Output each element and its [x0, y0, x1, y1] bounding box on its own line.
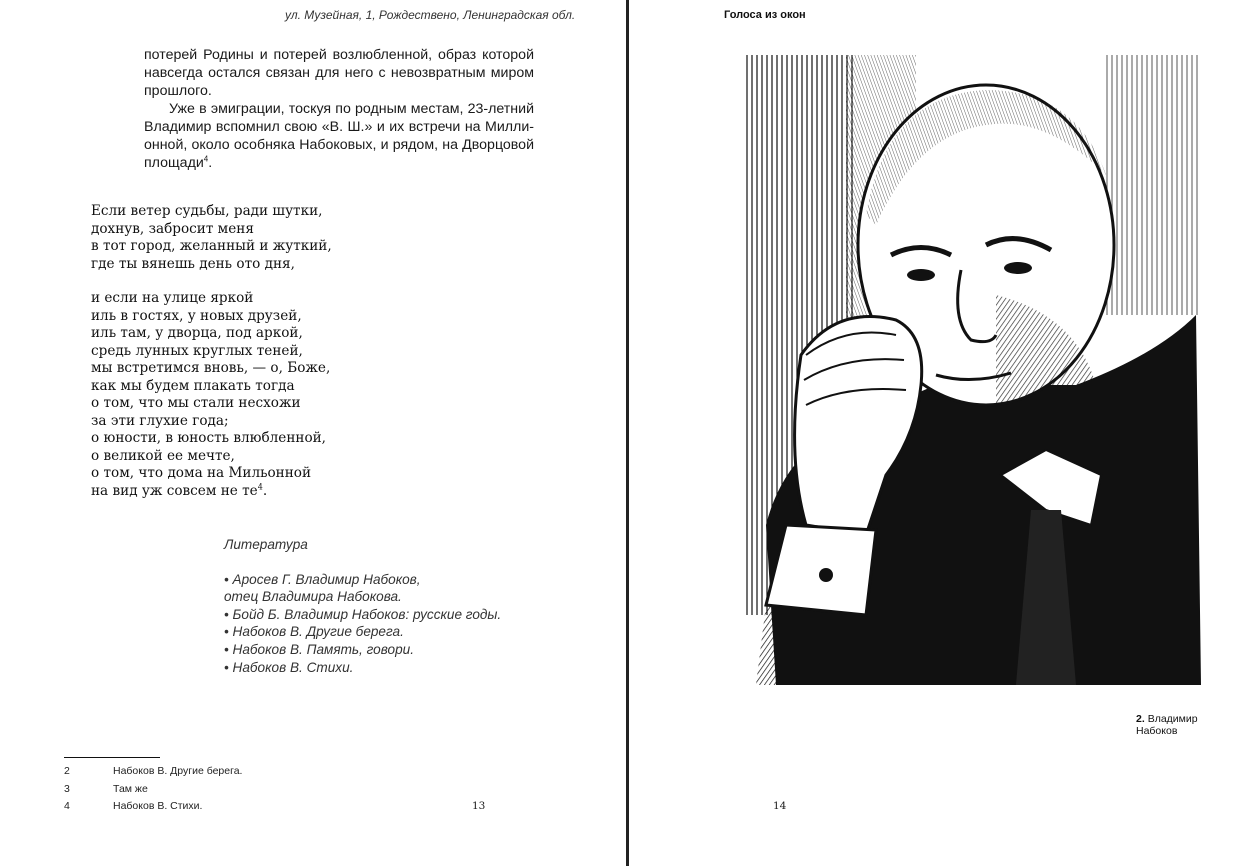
- footnote-number: 2: [64, 765, 70, 777]
- paragraph-2-text: Уже в эмиграции, тоскуя по родным местам, 23-летний Владимир вспомнил свою «В. Ш.» и их встречи на Милли-онной, около особняка Набоковых, и рядом, на Дворцовой площади: [144, 101, 534, 171]
- poem-line: о юности, в юность влюбленной,: [91, 430, 327, 446]
- literature-item: • Бойд Б. Владимир Набоков: русские годы.: [224, 606, 502, 622]
- poem-line: и если на улице яркой: [91, 290, 254, 306]
- running-head-address: ул. Музейная, 1, Рождествено, Ленинградская обл.: [285, 8, 576, 22]
- literature-item: • Аросев Г. Владимир Набоков,: [224, 571, 421, 587]
- poem-line: средь лунных круглых теней,: [91, 342, 303, 359]
- page-number-left: 13: [472, 800, 486, 812]
- paragraph-1: потерей Родины и потерей возлюбленной, образ которой навсегда остался связан для него с невозвратным миром прошлого.: [144, 47, 534, 99]
- poem-last-line-text: на вид уж совсем не те: [91, 482, 258, 499]
- literature-title: Литература: [224, 537, 308, 552]
- caption-line-2: Набоков: [1136, 725, 1178, 737]
- poem-line: о великой ее мечте,: [91, 447, 235, 464]
- poem-line: как мы будем плакать тогда: [91, 377, 295, 394]
- poem-line: иль там, у дворца, под аркой,: [91, 325, 303, 341]
- footnote-number: 3: [64, 782, 70, 795]
- poem-line: дохнув, забросит меня: [91, 220, 254, 237]
- figure-caption: [1136, 713, 1198, 737]
- literature-item: отец Владимира Набокова.: [224, 589, 402, 605]
- page-spine: [626, 0, 629, 866]
- literature-item: • Набоков В. Память, говори.: [224, 641, 414, 657]
- right-page: [630, 0, 1256, 866]
- footnote-text: Набоков В. Стихи.: [113, 800, 203, 812]
- running-head-chapter: Голоса из окон: [724, 9, 806, 21]
- footnote-ref: 4: [203, 154, 209, 164]
- poem-line: о том, что мы стали несхожи: [91, 395, 301, 411]
- literature-list: [224, 571, 501, 677]
- poem-line: где ты вянешь день ото дня,: [91, 255, 295, 272]
- body-text: [144, 46, 534, 172]
- caption-number: 2.: [1136, 713, 1145, 725]
- poem-line: за эти глухие года;: [91, 412, 229, 429]
- poem-line-last: на вид уж совсем не $те^4$.: [91, 481, 268, 499]
- literature-item: • Набоков В. Другие берега.: [224, 624, 404, 640]
- literature-item: • Набоков В. Стихи.: [224, 659, 354, 675]
- poem-line: в тот город, желанный и жуткий,: [91, 238, 332, 254]
- footnote-text: Там же: [113, 782, 148, 795]
- poem: [91, 203, 332, 500]
- caption-line-1: Владимир: [1147, 713, 1198, 725]
- poem-line: мы встретимся вновь, — о, Боже,: [91, 360, 331, 376]
- poem-line: иль в гостях, у новых друзей,: [91, 307, 302, 324]
- page-number-right: 14: [773, 800, 787, 812]
- literature: [224, 536, 501, 676]
- footnote-number: 4: [64, 800, 70, 812]
- poem-stanza-2: [91, 290, 332, 483]
- footnote-text: Набоков В. Другие берега.: [113, 765, 243, 777]
- paragraph-2: Уже в эмиграции, тоскуя по родным местам, 23-летний Владимир вспомнил свою «В. Ш.» и их встречи на Милли-онной, около особняка Набоковых, и рядом, на Дворцовой площади$^4$.: [144, 101, 534, 171]
- footnote-ref: 4: [257, 481, 263, 491]
- poem-line: Если ветер судьбы, ради шутки,: [91, 203, 323, 219]
- left-page: [0, 0, 626, 866]
- poem-line: о том, что дома на Мильонной: [91, 465, 312, 481]
- footnote-rule: [64, 757, 160, 758]
- poem-stanza-1: [91, 203, 332, 273]
- portrait-illustration: [746, 55, 1201, 685]
